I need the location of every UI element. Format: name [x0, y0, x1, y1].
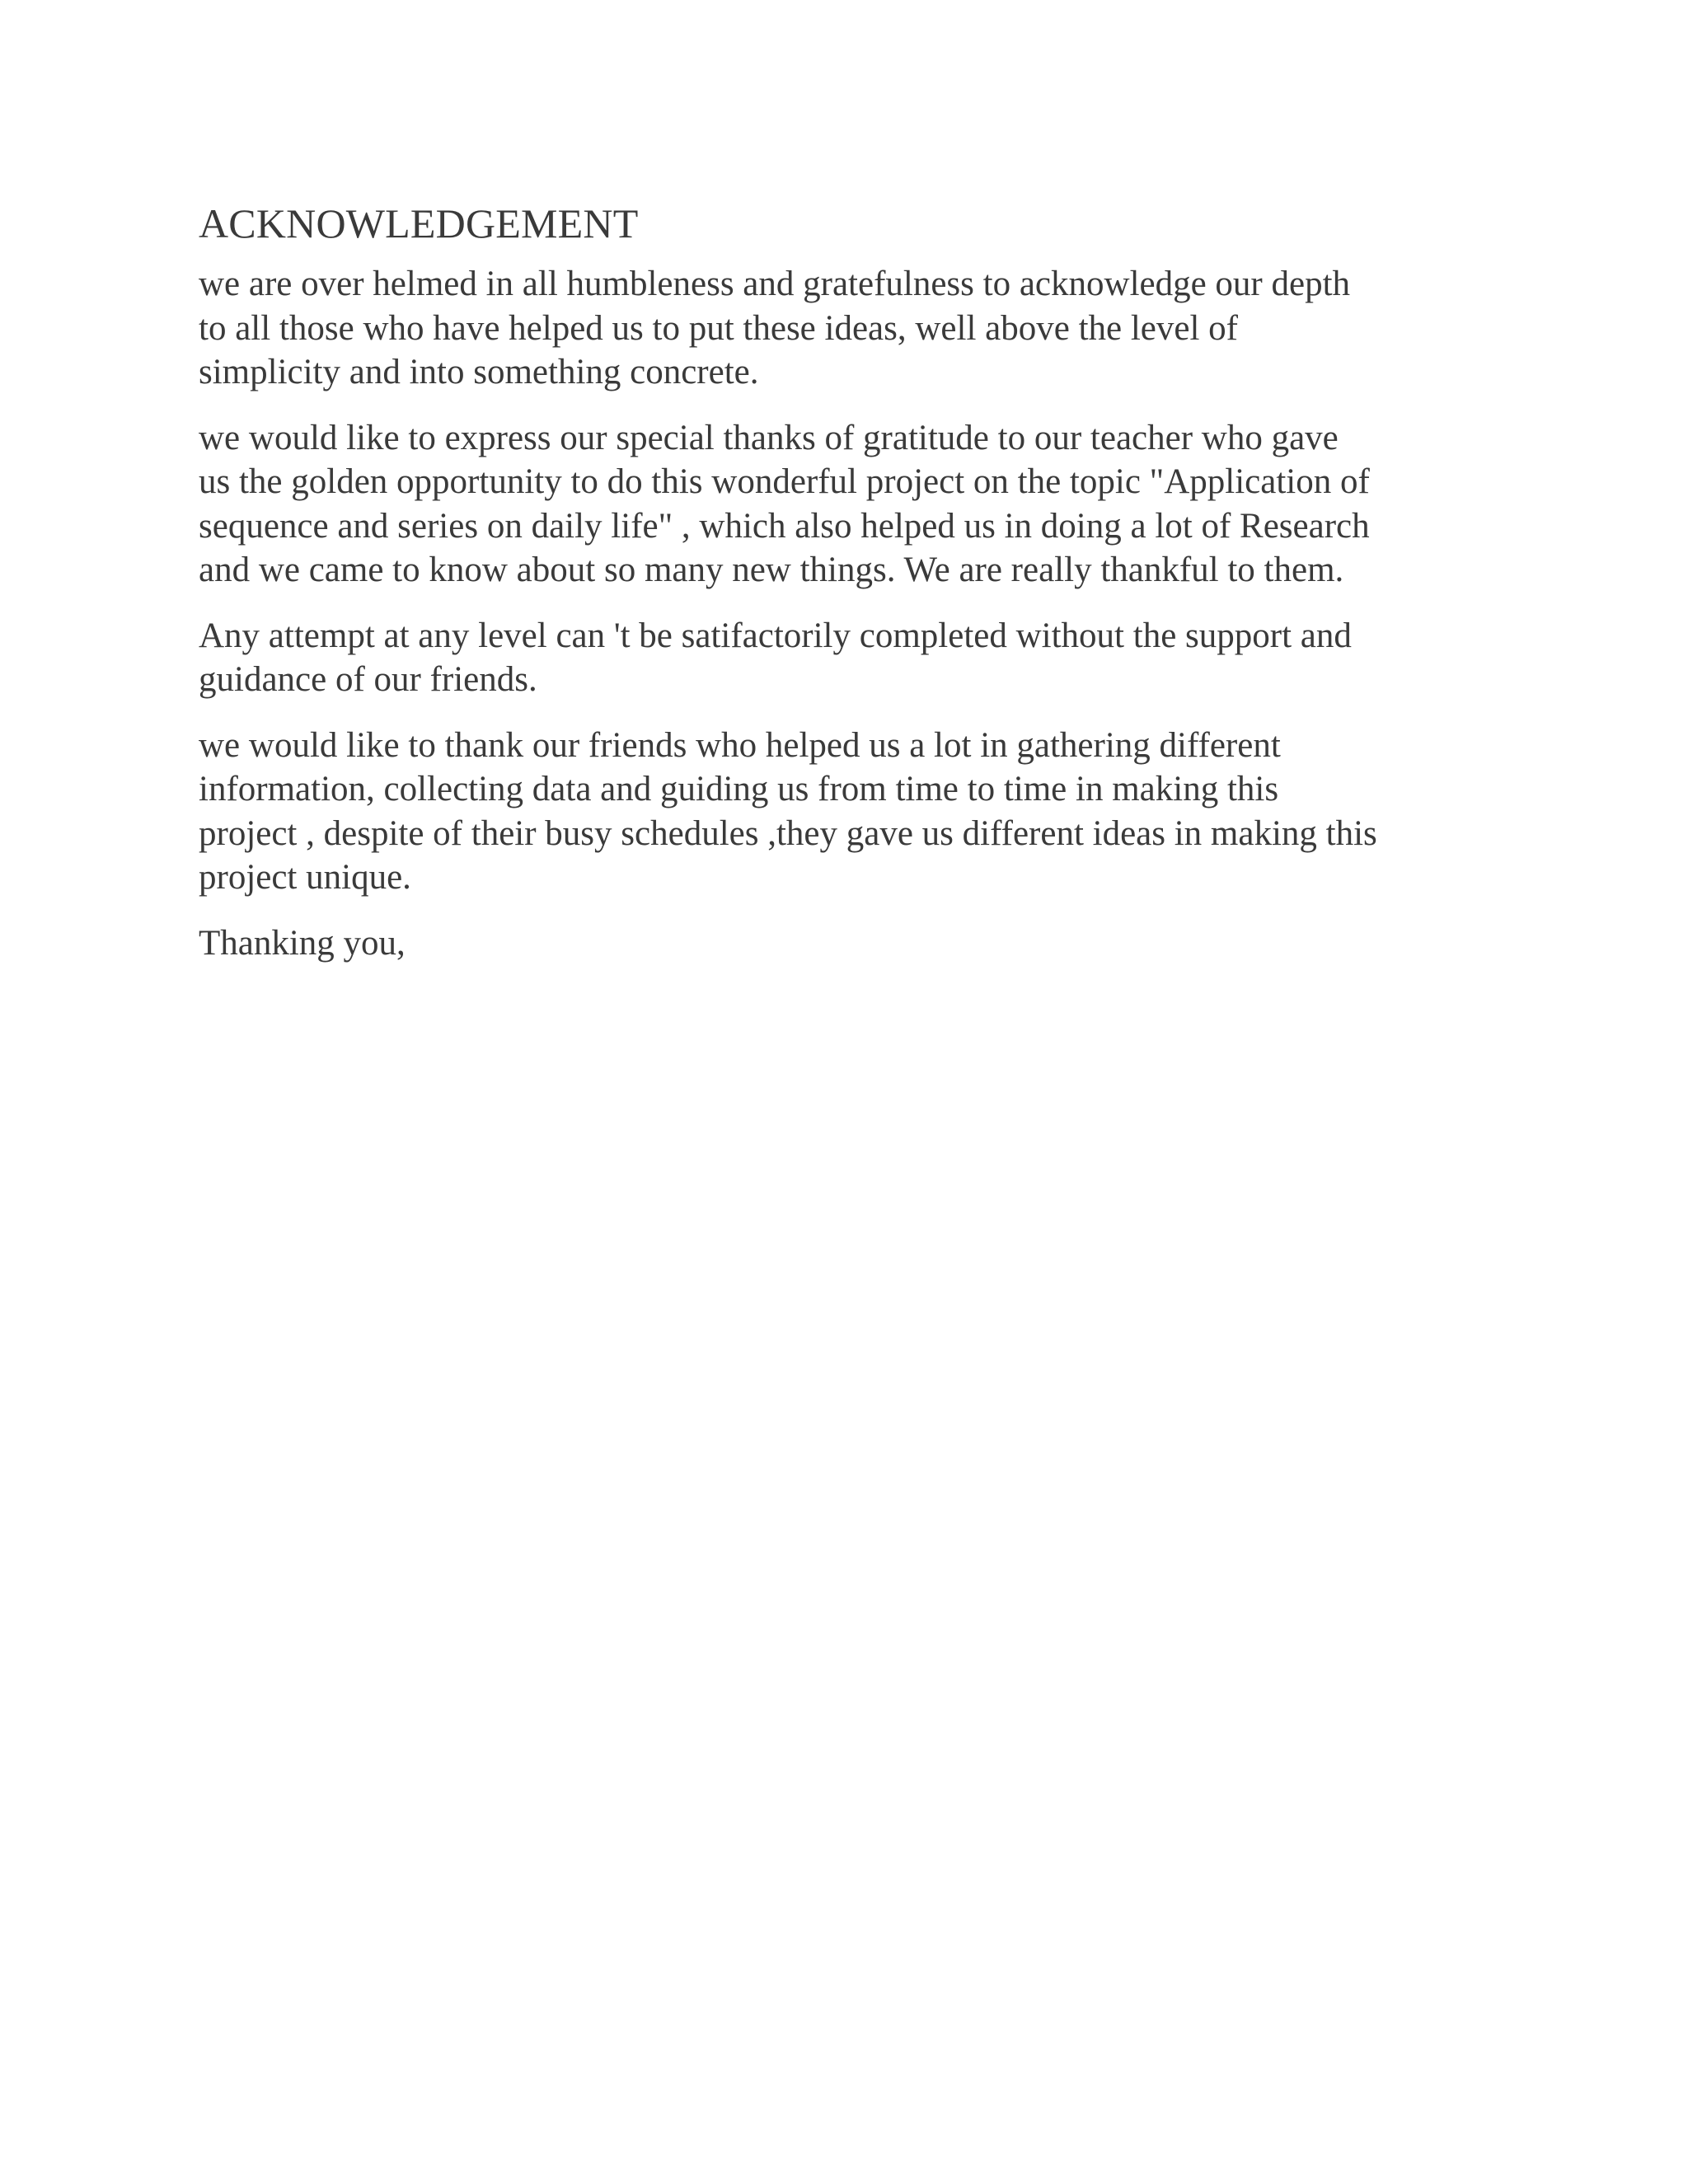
document-body [199, 194, 1501, 965]
document-title: ACKNOWLEDGEMENT [199, 200, 639, 246]
closing-line: Thanking you, [199, 923, 406, 963]
paragraph-attempt: Any attempt at any level can 't be satifactorily completed without the support and guidance of our friends. [199, 616, 1352, 699]
paragraph-humbleness: we are over helmed in all humbleness and gratefulness to acknowledge our depth to all those who have helped us to put these ideas, well above the level of simplicity and into something concrete. [199, 265, 1351, 391]
paragraph-friends-thanks: we would like to thank our friends who helped us a lot in gathering different information, collecting data and guiding us from time to time in making this project , despite of their busy schedules ,they gave us different ideas in making this project unique. [199, 725, 1377, 897]
paragraph-teacher-thanks: we would like to express our special thanks of gratitude to our teacher who gave us the golden opportunity to do this wonderful project on the topic "Application of sequence and series on daily life" , which also helped us in doing a lot of Research and we came to know about so many new things. We are really thankful to them. [199, 418, 1370, 589]
